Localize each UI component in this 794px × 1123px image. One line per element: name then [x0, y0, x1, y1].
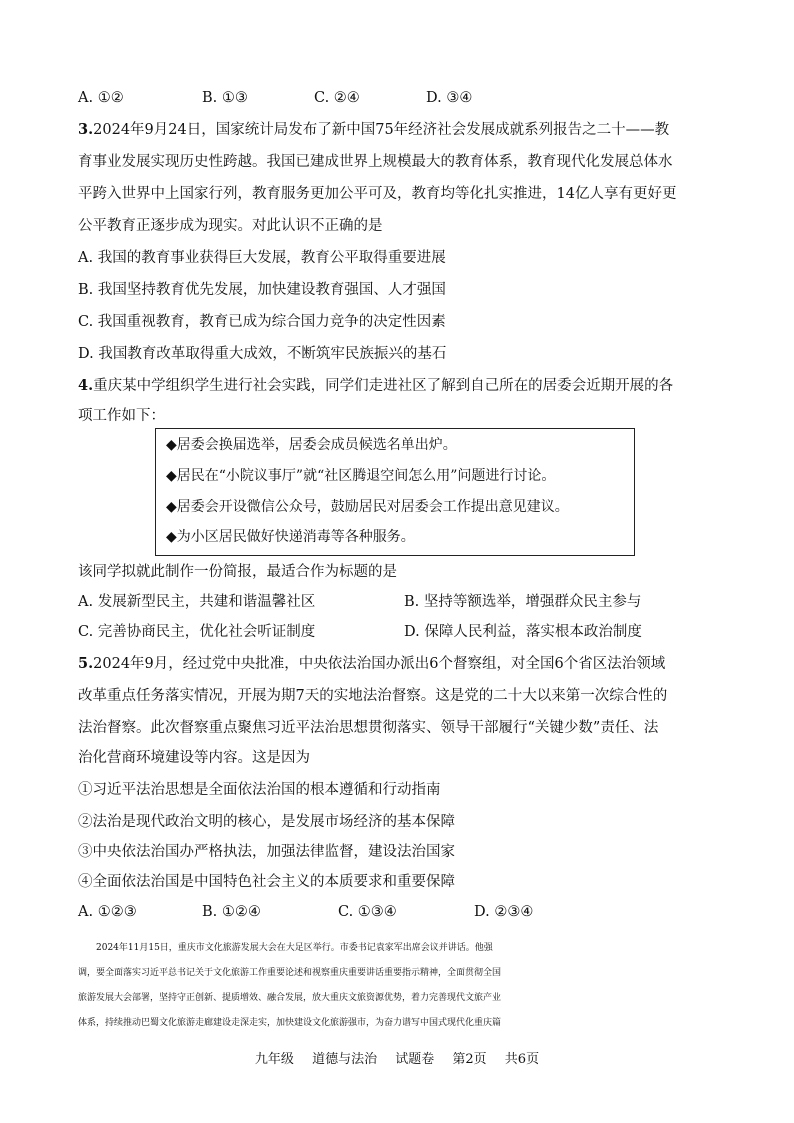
footer-page: 第2页: [452, 1052, 487, 1067]
q4-option-a: A. 发展新型民主，共建和谐温馨社区: [78, 594, 316, 610]
q3-number: 3.: [78, 121, 94, 138]
q4-box-item-1: ◆居委会换届选举，居委会成员候选名单出炉。: [166, 437, 457, 453]
q5-statement-1: ①习近平法治思想是全面依法治国的根本遵循和行动指南: [78, 782, 441, 798]
q5-option-b: B. ①②④: [202, 904, 261, 920]
q2-option-a: A. ①②: [78, 90, 124, 106]
q5-options: [78, 902, 586, 922]
q5-stem-line-4: 治化营商环境建设等内容。这是因为: [78, 750, 310, 766]
q2-option-c: C. ②④: [314, 90, 360, 106]
q3-stem-line-4: 公平教育正逐步成为现实。对此认识不正确的是: [78, 218, 383, 234]
footer-subject: 道德与法治: [312, 1052, 378, 1067]
q5-option-c: C. ①③④: [338, 904, 397, 920]
q4-stem-line-2: 项工作如下：: [78, 408, 165, 424]
q2-option-d: D. ③④: [426, 90, 473, 106]
q5-stem-line-3: 法治督察。此次督察重点聚焦习近平法治思想贯彻落实、领导干部履行“关键少数”责任、法: [78, 720, 659, 736]
q4-box-item-4: ◆为小区居民做好快递消毒等各种服务。: [166, 529, 415, 545]
q4-option-d: D. 保障人民利益，落实根本政治制度: [404, 624, 642, 640]
q3-option-b: B. 我国坚持教育优先发展，加快建设教育强国、人才强国: [78, 282, 446, 298]
material-line-2: 调，要全面落实习近平总书记关于文化旅游工作重要论述和视察重庆重要讲话重要指示精神，全面贯彻全国: [78, 968, 502, 978]
q3-option-c: C. 我国重视教育，教育已成为综合国力竞争的决定性因素: [78, 314, 446, 330]
q5-number: 5.: [78, 655, 94, 672]
material-line-4: 体系，持续推动巴蜀文化旅游走廊建设走深走实，加快建设文化旅游强市，为奋力谱写中国式现代化重庆篇: [78, 1018, 502, 1028]
q4-info-box: [155, 428, 635, 556]
q3-option-d: D. 我国教育改革取得重大成效，不断筑牢民族振兴的基石: [78, 346, 447, 362]
footer-total: 共6页: [504, 1052, 540, 1067]
q2-option-b: B. ①③: [202, 90, 248, 106]
q5-option-a: A. ①②③: [78, 904, 137, 920]
q5-statement-4: ④全面依法治国是中国特色社会主义的本质要求和重要保障: [78, 874, 455, 890]
q3-stem-line-1: 3.2024年9月24日，国家统计局发布了新中国75年经济社会发展成就系列报告之二十——教: [78, 121, 670, 138]
q4-stem-line-1: 4.重庆某中学组织学生进行社会实践，同学们走进社区了解到自己所在的居委会近期开展的各: [78, 377, 674, 394]
q4-question: 该同学拟就此制作一份简报，最适合作为标题的是: [78, 564, 397, 580]
q5-statement-3: ③中央依法治国办严格执法，加强法律监督，建设法治国家: [78, 844, 455, 860]
q4-option-b: B. 坚持等额选举，增强群众民主参与: [404, 594, 642, 610]
q3-stem-line-3: 平跨入世界中上国家行列，教育服务更加公平可及，教育均等化扎实推进，14亿人享有更好更: [78, 186, 677, 202]
q4-box-item-2: ◆居民在“小院议事厅”就“社区腾退空间怎么用”问题进行讨论。: [166, 468, 556, 484]
footer-paper: 试题卷: [395, 1052, 435, 1067]
q4-number: 4.: [78, 377, 94, 394]
q5-stem-line-2: 改革重点任务落实情况，开展为期7天的实地法治督察。这是党的二十大以来第一次综合性的: [78, 688, 668, 704]
q5-option-d: D. ②③④: [474, 904, 534, 920]
material-line-1: 2024年11月15日，重庆市文化旅游发展大会在大足区举行。市委书记袁家军出席会议并讲话。他强: [78, 943, 493, 953]
q4-box-item-3: ◆居委会开设微信公众号，鼓励居民对居委会工作提出意见建议。: [166, 499, 569, 515]
q3-stem-line-2: 育事业发展实现历史性跨越。我国已建成世界上规模最大的教育体系，教育现代化发展总体水: [78, 154, 673, 170]
material-line-3: 旅游发展大会部署，坚持守正创新、提质增效、融合发展，放大重庆文旅资源优势，着力完善现代文旅产业: [78, 993, 502, 1003]
q3-option-a: A. 我国的教育事业获得巨大发展，教育公平取得重要进展: [78, 250, 446, 266]
q2-options: [78, 88, 538, 108]
q5-statement-2: ②法治是现代政治文明的核心，是发展市场经济的基本保障: [78, 814, 455, 830]
q5-stem-line-1: 5.2024年9月，经过党中央批准，中央依法治国办派出6个督察组，对全国6个省区法治领域: [78, 655, 666, 672]
footer-grade: 九年级: [254, 1052, 294, 1067]
page-footer: [0, 1048, 794, 1067]
q4-option-c: C. 完善协商民主，优化社会听证制度: [78, 624, 316, 640]
